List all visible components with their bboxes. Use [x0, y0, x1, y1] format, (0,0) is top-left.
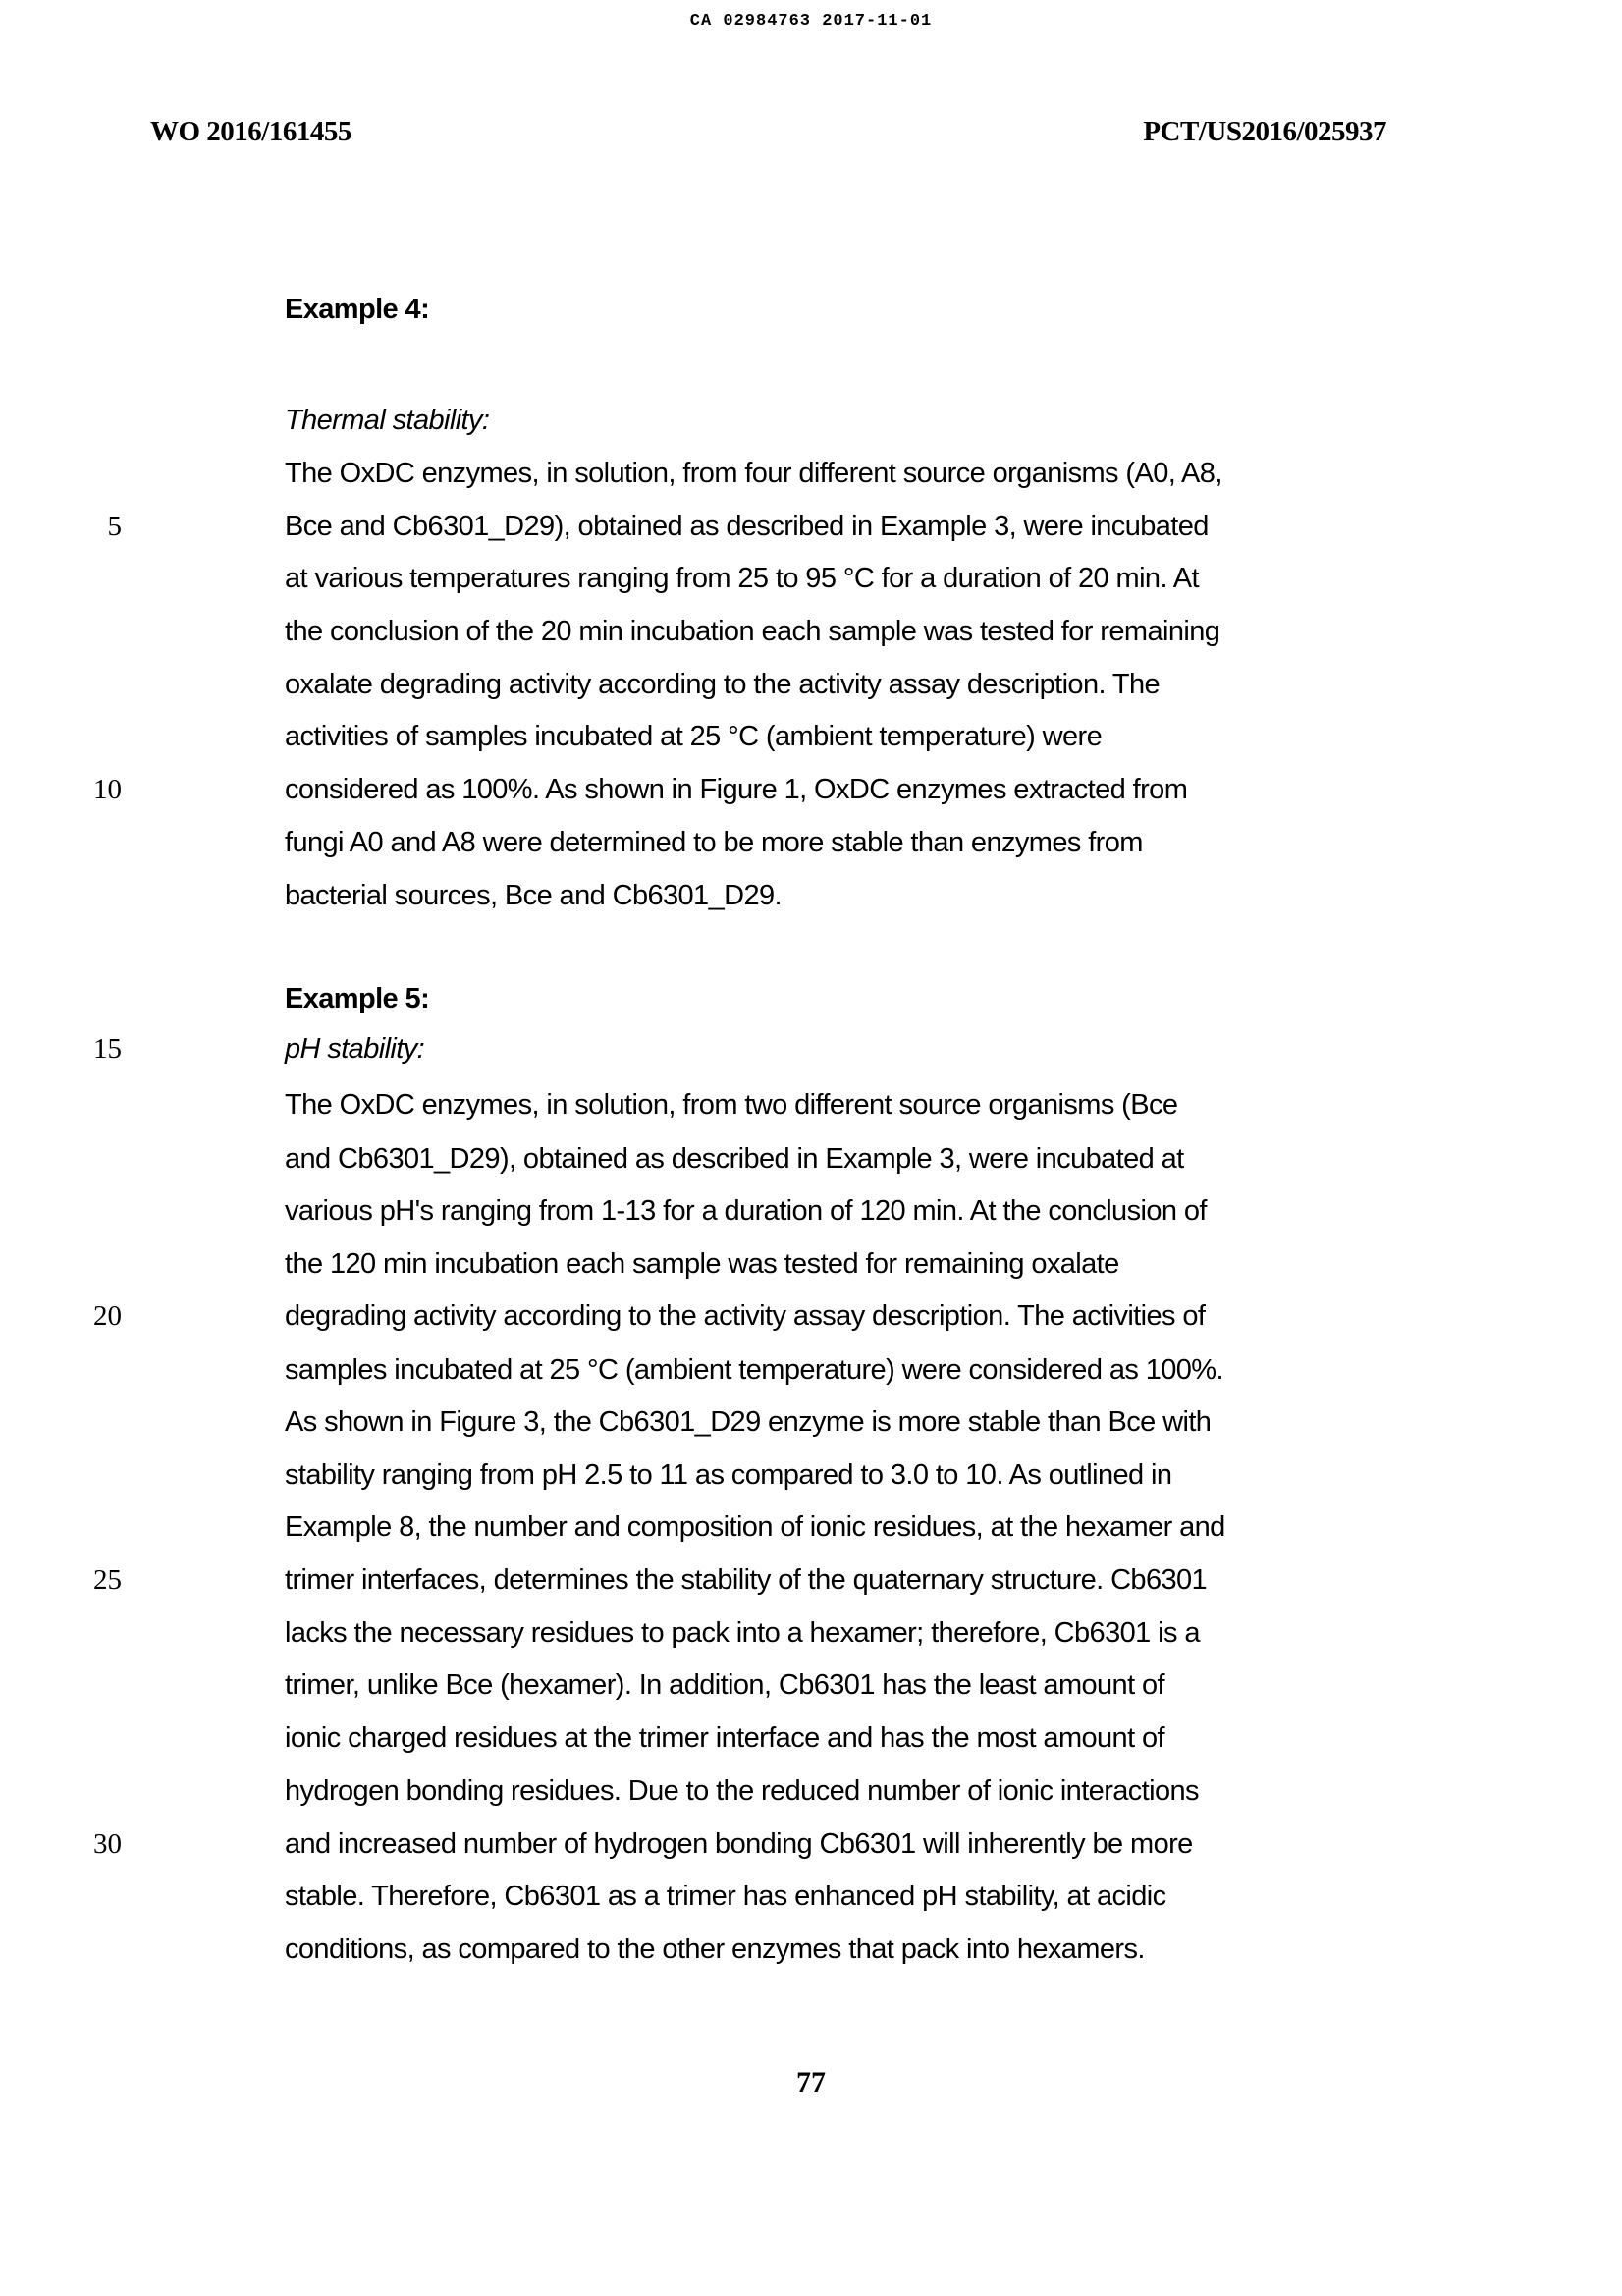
example-4-subheading: Thermal stability:: [285, 405, 490, 436]
paragraph-line: As shown in Figure 3, the Cb6301_D29 enzyme is more stable than Bce with: [285, 1406, 1212, 1438]
margin-line-number: 5: [107, 511, 122, 542]
paragraph-line: the 120 min incubation each sample was tested for remaining oxalate: [285, 1248, 1119, 1280]
margin-line-number: 30: [93, 1829, 122, 1860]
example-5-subheading: pH stability:: [285, 1033, 425, 1065]
paragraph-line: Example 8, the number and composition of ionic residues, at the hexamer and: [285, 1511, 1225, 1543]
paragraph-line: ionic charged residues at the trimer interface and has the most amount of: [285, 1722, 1164, 1754]
paragraph-line: samples incubated at 25 °C (ambient temperature) were considered as 100%.: [285, 1354, 1223, 1386]
paragraph-line: degrading activity according to the activity assay description. The activities of: [285, 1300, 1206, 1332]
pct-application-number: PCT/US2016/025937: [1143, 116, 1386, 147]
paragraph-line: and increased number of hydrogen bonding Cb6301 will inherently be more: [285, 1829, 1193, 1860]
paragraph-line: The OxDC enzymes, in solution, from four different source organisms (A0, A8,: [285, 458, 1222, 489]
paragraph-line: hydrogen bonding residues. Due to the reduced number of ionic interactions: [285, 1776, 1199, 1807]
margin-line-number: 20: [93, 1300, 122, 1332]
paragraph-line: fungi A0 and A8 were determined to be more stable than enzymes from: [285, 827, 1143, 858]
paragraph-line: Bce and Cb6301_D29), obtained as described in Example 3, were incubated: [285, 511, 1209, 542]
paragraph-line: stability ranging from pH 2.5 to 11 as compared to 3.0 to 10. As outlined in: [285, 1459, 1172, 1491]
paragraph-line: oxalate degrading activity according to the activity assay description. The: [285, 669, 1161, 700]
margin-line-number: 25: [93, 1564, 122, 1596]
page-number: 77: [796, 2066, 826, 2099]
paragraph-line: bacterial sources, Bce and Cb6301_D29.: [285, 880, 782, 911]
paragraph-line: at various temperatures ranging from 25 to 95 °C for a duration of 20 min. At: [285, 563, 1199, 594]
paragraph-line: lacks the necessary residues to pack into a hexamer; therefore, Cb6301 is a: [285, 1617, 1200, 1649]
example-4-heading: Example 4:: [285, 294, 430, 325]
paragraph-line: stable. Therefore, Cb6301 as a trimer has enhanced pH stability, at acidic: [285, 1881, 1166, 1912]
paragraph-line: The OxDC enzymes, in solution, from two different source organisms (Bce: [285, 1089, 1178, 1121]
paragraph-line: and Cb6301_D29), obtained as described in Example 3, were incubated at: [285, 1143, 1184, 1175]
paragraph-line: trimer interfaces, determines the stability of the quaternary structure. Cb6301: [285, 1564, 1208, 1596]
paragraph-line: conditions, as compared to the other enzymes that pack into hexamers.: [285, 1934, 1145, 1965]
paragraph-line: the conclusion of the 20 min incubation each sample was tested for remaining: [285, 616, 1220, 647]
example-5-heading: Example 5:: [285, 983, 430, 1014]
paragraph-line: trimer, unlike Bce (hexamer). In addition, Cb6301 has the least amount of: [285, 1669, 1164, 1701]
margin-line-number: 15: [93, 1033, 122, 1065]
paragraph-line: considered as 100%. As shown in Figure 1, OxDC enzymes extracted from: [285, 774, 1188, 805]
wo-publication-number: WO 2016/161455: [150, 116, 351, 147]
ca-stamp: CA 02984763 2017-11-01: [689, 12, 933, 30]
paragraph-line: activities of samples incubated at 25 °C (ambient temperature) were: [285, 721, 1103, 752]
paragraph-line: various pH's ranging from 1-13 for a duration of 120 min. At the conclusion of: [285, 1195, 1207, 1227]
margin-line-number: 10: [93, 774, 122, 805]
